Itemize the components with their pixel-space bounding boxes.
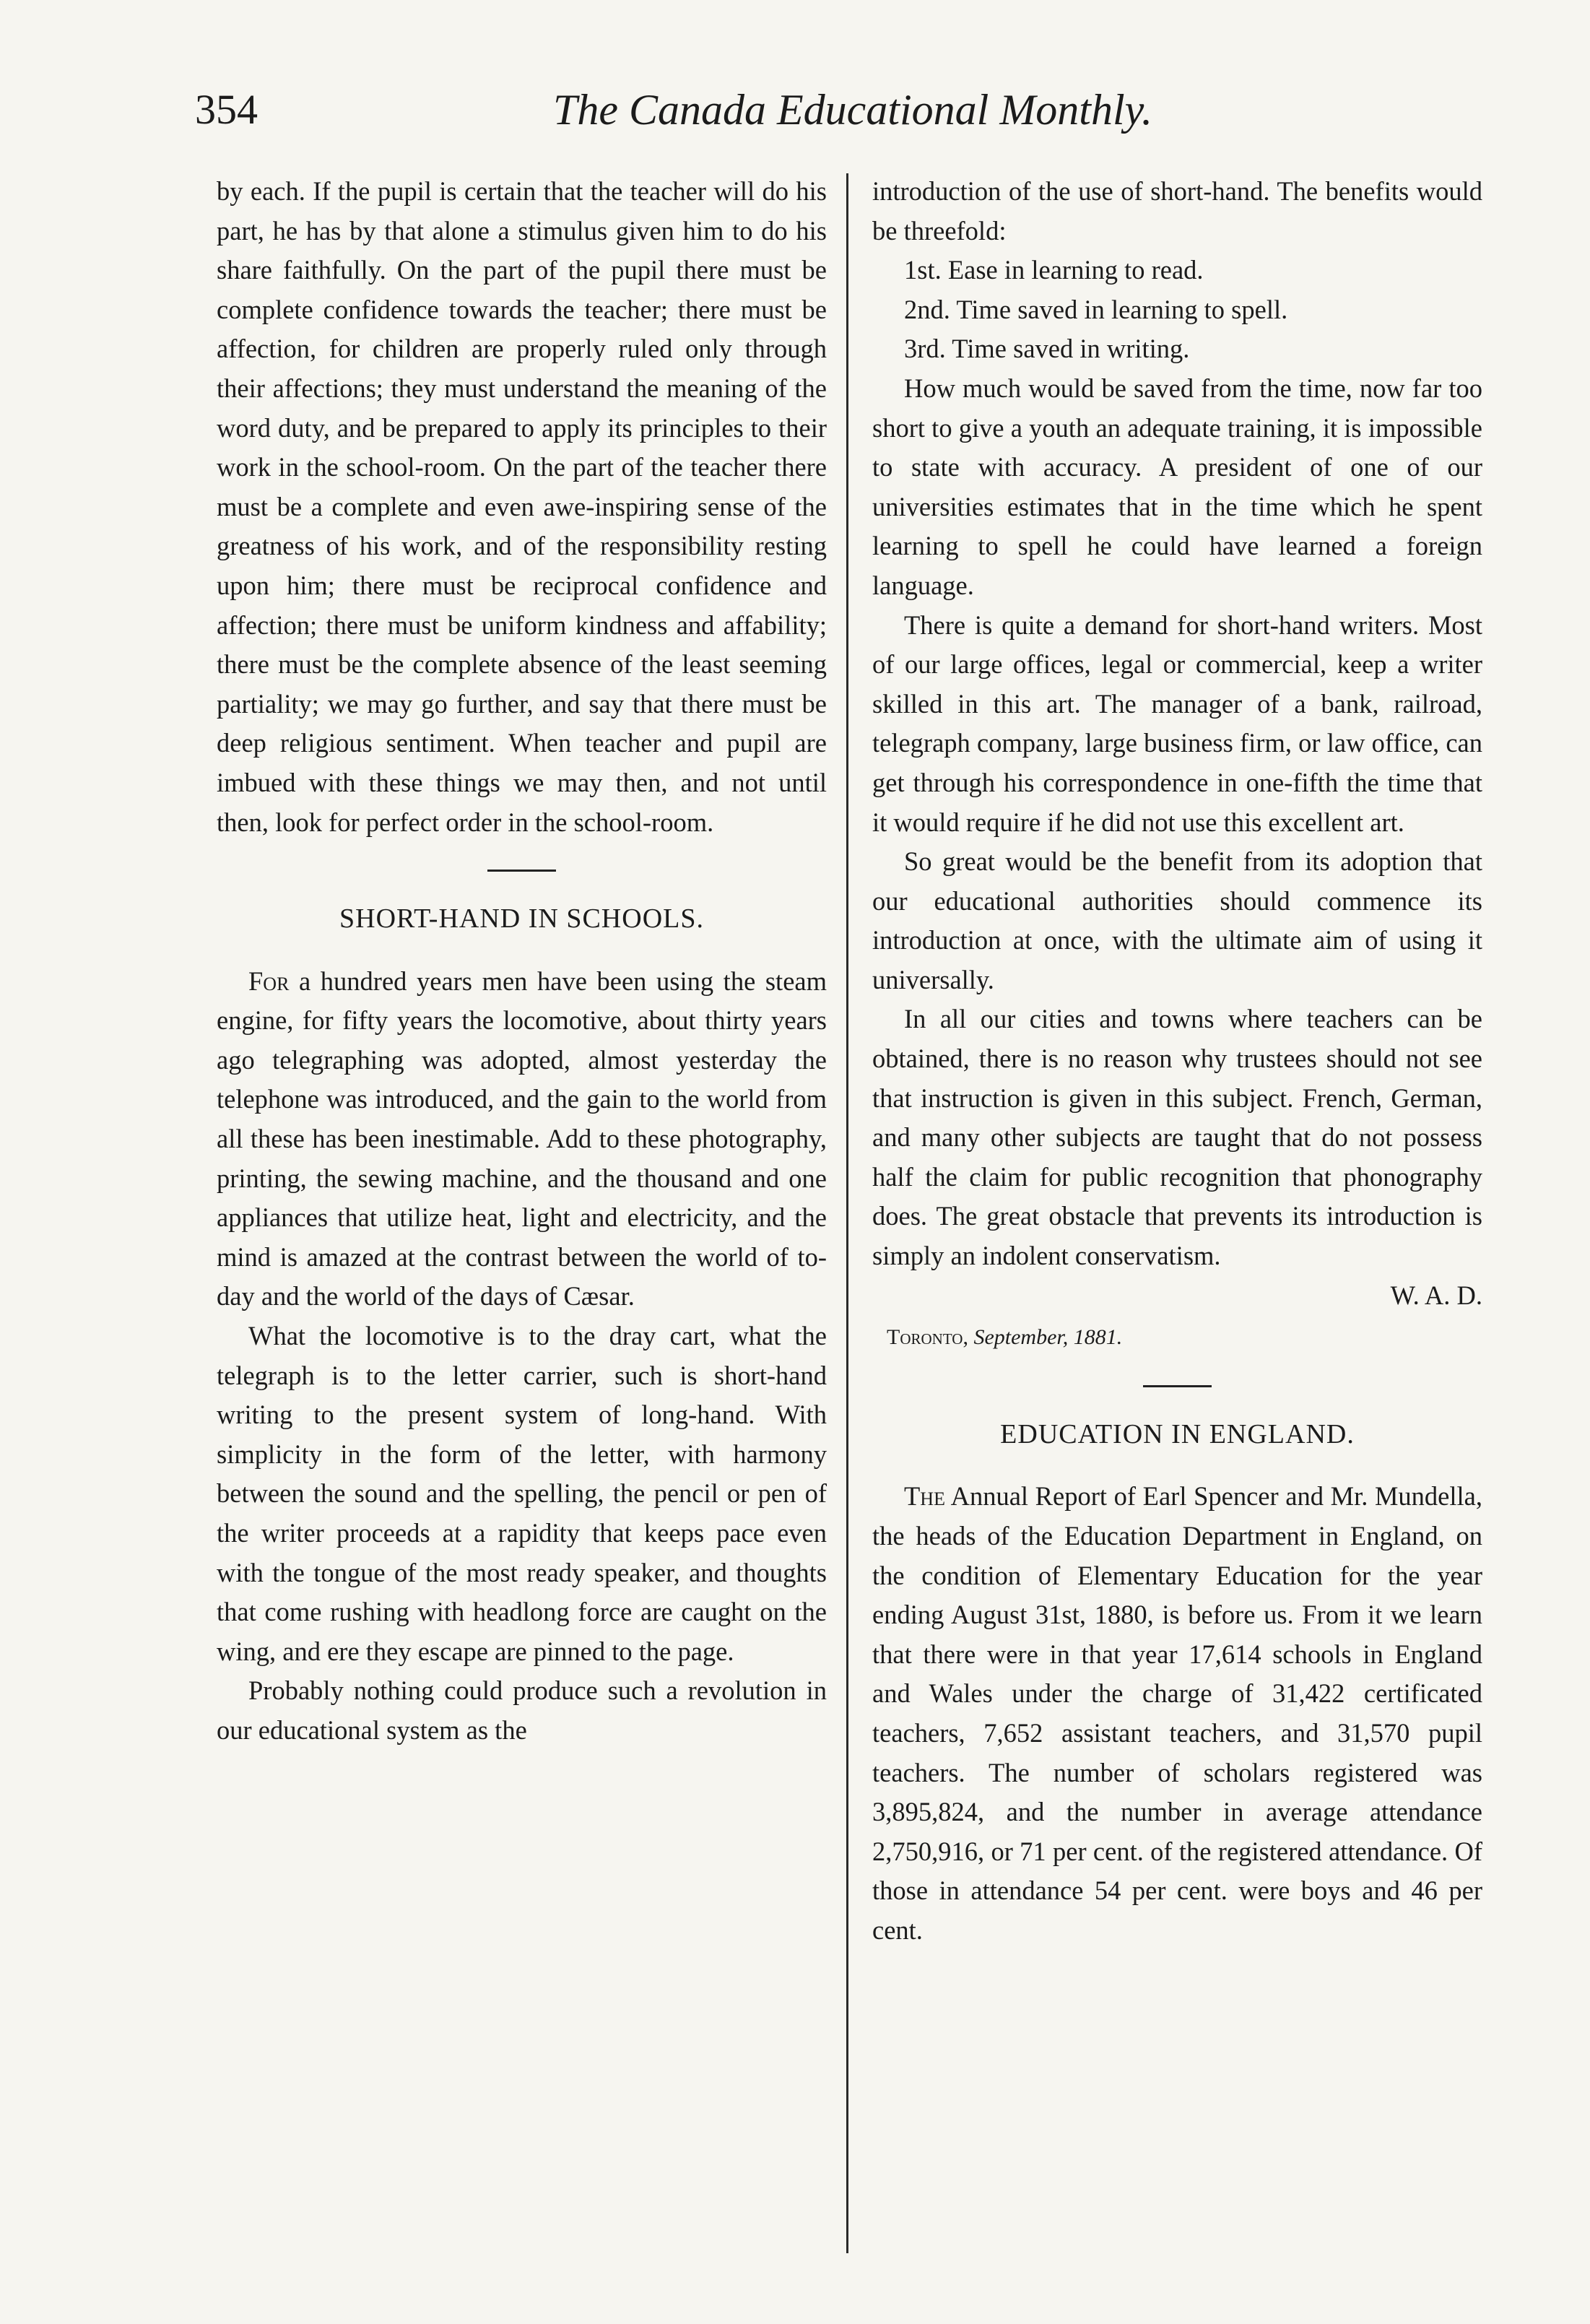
signature-line	[872, 1276, 1482, 1316]
paragraph-text: Annual Report of Earl Spencer and Mr. Mundella, the heads of the Education Department in England, on the condition of Elementary Education for the year ending August 31st, 1880, is before us. From it we learn that there were in that year 17,614 schools in England and Wales under the charge of 31,422 certificated teachers, 7,652 assistant teachers, and 31,570 pupil teachers. The number of scholars registered was 3,895,824, and the number in average attendance 2,750,916, or 71 per cent. of the registered attendance. Of those in attendance 54 per cent. were boys and 46 per cent.	[872, 1481, 1482, 1945]
section-lead-word: The	[904, 1481, 945, 1512]
section-lead-word: For	[248, 966, 290, 996]
column-rule	[846, 173, 848, 2253]
dateline-place: Toronto,	[887, 1325, 968, 1350]
paragraph: by each. If the pupil is certain that the teacher will do his part, he has by that alone a stimulus given him to do his share faithfully. On the part of the pupil there must be complete confidence towards the teacher; there must be affection, for children are properly ruled only through their affections; they must understand the meaning of the word duty, and be prepared to apply its principles to their work in the school-room. On the part of the teacher there must be a complete and even awe-inspiring sense of the greatness of his work, and of the responsibility resting upon him; there must be reciprocal confidence and affection; there must be uniform kindness and affability; there must be the complete absence of the least seeming partiality; we may go further, and say that there must be deep religious sentiment. When teacher and pupil are imbued with these things we may then, and not until then, look for perfect order in the school-room.	[217, 176, 827, 837]
dateline-date: September, 1881.	[973, 1325, 1123, 1350]
right-column	[872, 172, 1482, 1951]
paragraph: There is quite a demand for short-hand writers. Most of our large offices, legal or commercial, keep a writer skilled in this art. The manager of a bank, railroad, telegraph company, large business firm, or law office, can get through his correspondence in one-fifth the time that it would require if he did not use this excellent art.	[872, 610, 1482, 837]
paragraph: introduction of the use of short-hand. The benefits would be threefold:	[872, 176, 1482, 246]
left-column	[217, 172, 827, 1751]
section-divider	[1143, 1385, 1212, 1387]
section-heading-shorthand: SHORT-HAND IN SCHOOLS.	[339, 903, 704, 935]
page-header	[195, 85, 1467, 165]
list-item: 2nd. Time saved in learning to spell.	[904, 294, 1288, 324]
paragraph-text: a hundred years men have been using the steam engine, for fifty years the locomotive, about thirty years ago telegraphing was adopted, almost yesterday the telephone was introduced, and the gain to the world from all these has been inestimable. Add to these photography, printing, the sewing machine, and the thousand and one appliances that utilize heat, light and electricity, and the mind is amazed at the contrast between the world of to-day and the world of the days of Cæsar.	[217, 966, 827, 1311]
paragraph: In all our cities and towns where teachers can be obtained, there is no reason why trustees should not see that instruction is given in this subject. French, German, and many other subjects are taught that do not possess half the claim for public recognition that phonography does. The great obstacle that prevents its introduction is simply an indolent conservatism.	[872, 1004, 1482, 1271]
paragraph: How much would be saved from the time, now far too short to give a youth an adequate training, it is impossible to state with accuracy. A president of one of our universities estimates that in the time which he spent learning to spell he could have learned a foreign language.	[872, 373, 1482, 600]
paragraph	[217, 962, 827, 1317]
section-heading-education: EDUCATION IN ENGLAND.	[1000, 1418, 1355, 1449]
paragraph: So great would be the benefit from its adoption that our educational authorities should commence its introduction at once, with the ultimate aim of using it universally.	[872, 846, 1482, 994]
dateline	[872, 1318, 1482, 1358]
paragraph: What the locomotive is to the dray cart, what the telegraph is to the letter carrier, such is short-hand writing to the present system of long-hand. With simplicity in the form of the letter, with harmony between the sound and the spelling, the pencil or pen of the writer proceeds at a rapidity that keeps pace even with the tongue of the most ready speaker, and thoughts that come rushing with headlong force are caught on the wing, and ere they escape are pinned to the page.	[217, 1321, 827, 1666]
list-item: 3rd. Time saved in writing.	[904, 334, 1190, 364]
section-divider	[487, 870, 556, 872]
signature: W. A. D.	[1390, 1280, 1482, 1310]
list-item: 1st. Ease in learning to read.	[904, 255, 1204, 285]
page-number: 354	[195, 86, 258, 133]
running-title: The Canada Educational Monthly.	[553, 86, 1152, 134]
paragraph	[872, 1477, 1482, 1950]
paragraph: Probably nothing could produce such a revolution in our educational system as the	[217, 1675, 827, 1745]
